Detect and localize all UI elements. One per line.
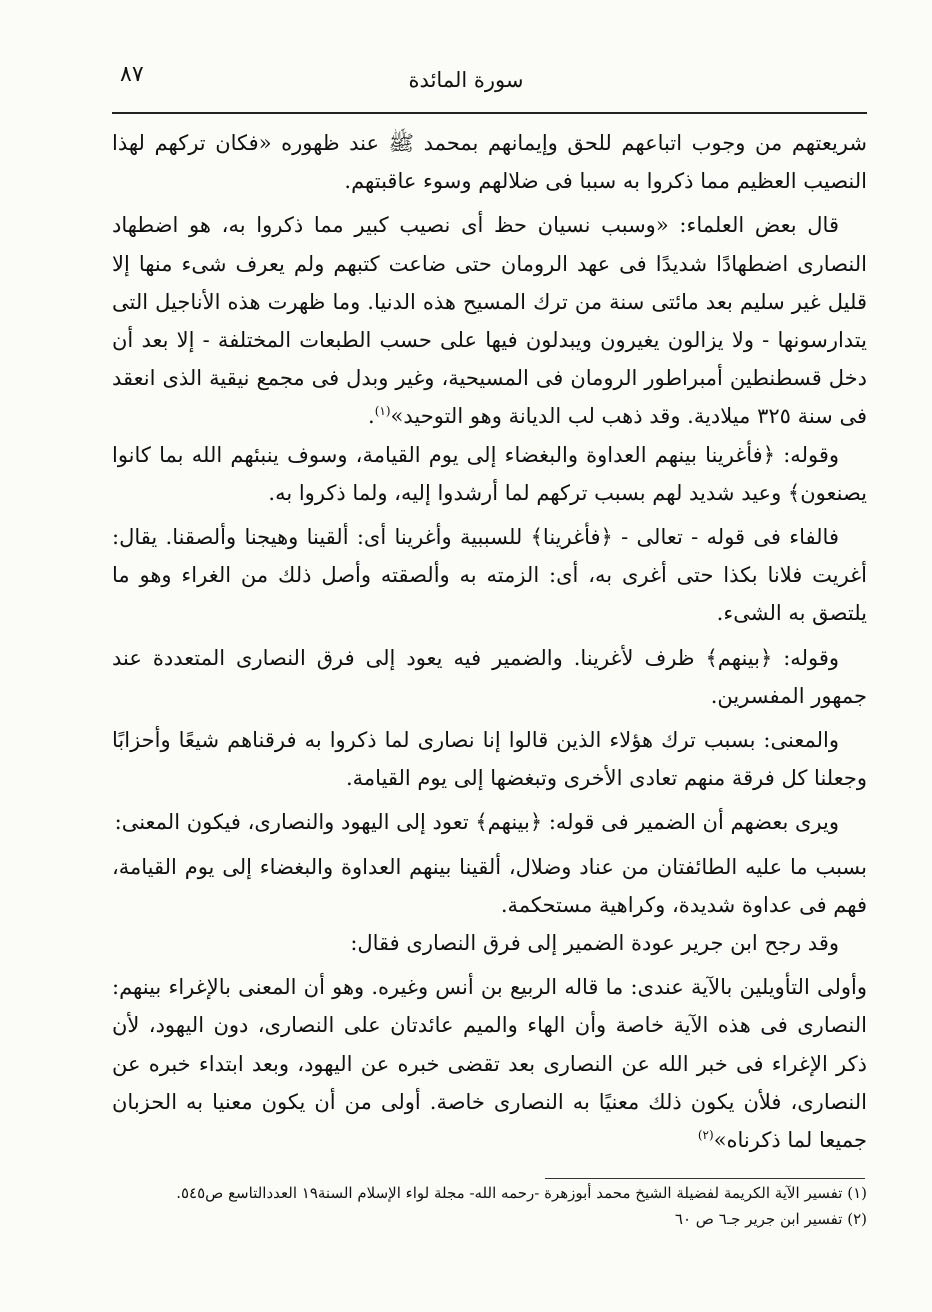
paragraph: شريعتهم من وجوب اتباعهم للحق وإيمانهم بمحمد ﷺ عند ظهوره «فكان تركهم لهذا النصيب العظيم مما ذكروا به سببا فى ضلالهم وسوء عاقبتهم. <box>112 131 867 194</box>
footnotes <box>110 1180 867 1232</box>
running-head: سورة المائدة <box>408 68 524 92</box>
paragraph: وقوله: ﴿بينهم﴾ ظرف لأغرينا. والضمير فيه يعود إلى فرق النصارى المتعددة عند جمهور المفسرين. <box>112 645 867 708</box>
paragraph: والمعنى: بسبب ترك هؤلاء الذين قالوا إنا نصارى لما ذكروا به فرقناهم شيعًا وأحزابًا وجعلنا كل فرقة منهم تعادى الأخرى وتبغضها إلى يوم القيامة. <box>112 728 867 791</box>
paragraph-text: وأولى التأويلين بالآية عندى: ما قاله الربيع بن أنس وغيره. وهو أن المعنى بالإغراء بينهم: النصارى فى هذه الآية خاصة وأن الهاء والميم عائدتان على النصارى، دون اليهود، لأن ذكر الإغراء فى خبر الله عن النصارى بعد تقضى خبره عن اليهود، وبعد ابتداء خبره عن النصارى، فلأن يكون ذلك معنيًا به النصارى خاصة. أولى من أن يكون معنيا به الحزبان جميعا لما ذكرناه» <box>112 975 867 1153</box>
paragraph: وقوله: ﴿فأغرينا بينهم العداوة والبغضاء إلى يوم القيامة، وسوف ينبئهم الله بما كانوا يصنعون﴾ وعيد شديد لهم بسبب تركهم لما أرشدوا إليه، ولما ذكروا به. <box>112 442 867 505</box>
footnote-ref: (١) <box>374 404 391 419</box>
paragraph <box>112 206 867 435</box>
footnote: (١) تفسير الآية الكريمة لفضيلة الشيخ محمد أبوزهرة -رحمه الله- مجلة لواء الإسلام السنة١٩ العددالتاسع ص٥٤٥. <box>176 1184 867 1202</box>
footnote-ref: (٢) <box>697 1128 714 1143</box>
footnote-rule <box>545 1178 865 1179</box>
paragraph: وقد رجح ابن جرير عودة الضمير إلى فرق النصارى فقال: <box>350 931 839 956</box>
paragraph-text: قال بعض العلماء: «وسبب نسيان حظ أى نصيب كبير مما ذكروا به، هو اضطهاد النصارى اضطهادًا شديدًا فى عهد الرومان حتى ضاعت كتبهم ولم يعرف شىء منها إلا قليل غير سليم بعد مائتى سنة من ترك المسيح هذه الدنيا. وما ظهرت هذه الأناجيل التى يتدارسونها - ولا يزالون يغيرون ويبدلون فيها على حسب الطبعات المختلفة - إلا بعد أن دخل قسطنطين أمبراطور الرومان فى المسيحية، وغير وبدل فى مجمع نيقية الذى انعقد فى سنة ٣٢٥ ميلادية. وقد ذهب لب الديانة وهو التوحيد» <box>112 213 867 429</box>
paragraph: فالفاء فى قوله - تعالى - ﴿فأغرينا﴾ للسببية وأغرينا أى: ألقينا وهيجنا وألصقنا. يقال: أغريت فلانا بكذا حتى أغرى به، أى: الزمته به وألصقته وأصل ذلك من الغراء وهو ما يلتصق به الشىء. <box>112 525 867 626</box>
paragraph: ويرى بعضهم أن الضمير فى قوله: ﴿بينهم﴾ تعود إلى اليهود والنصارى، فيكون المعنى: <box>114 810 839 835</box>
paragraph: بسبب ما عليه الطائفتان من عناد وضلال، ألقينا بينهم العداوة والبغضاء إلى يوم القيامة، فهم فى عداوة شديدة، وكراهية مستحكمة. <box>112 854 867 917</box>
body-text <box>112 124 867 1159</box>
header-rule <box>112 112 867 114</box>
paragraph-end: . <box>368 404 375 429</box>
footnote: (٢) تفسير ابن جرير جـ٦ ص ٦٠ <box>674 1210 867 1228</box>
page-number: ٨٧ <box>120 62 144 87</box>
paragraph <box>112 968 867 1159</box>
